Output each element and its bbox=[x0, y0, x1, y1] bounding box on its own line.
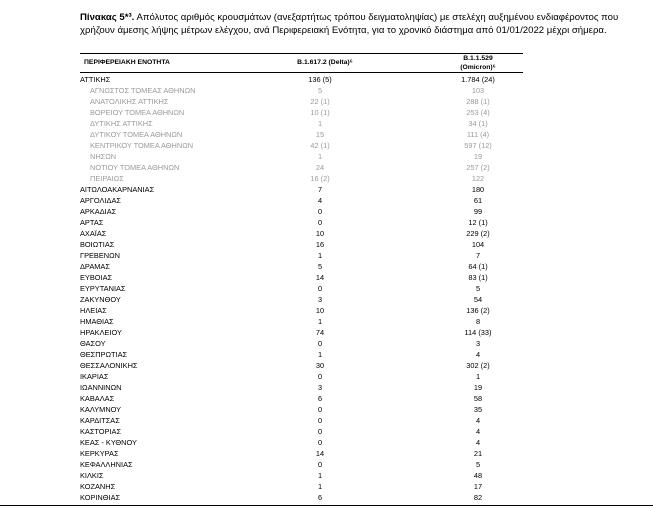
omicron-count-cell: 19 bbox=[473, 383, 483, 392]
table-row bbox=[80, 459, 523, 470]
delta-count-cell: 30 bbox=[315, 361, 325, 370]
region-name-cell: ΚΟΡΙΝΘΙΑΣ bbox=[80, 493, 121, 502]
delta-count-cell: 5 bbox=[317, 262, 323, 271]
region-name-cell: ΙΚΑΡΙΑΣ bbox=[80, 372, 109, 381]
delta-count-cell: 14 bbox=[315, 273, 325, 282]
delta-count-cell: 10 bbox=[315, 306, 325, 315]
region-name-cell: ΓΡΕΒΕΝΩΝ bbox=[80, 251, 120, 260]
region-name-cell: ΝΟΤΙΟΥ ΤΟΜΕΑ ΑΘΗΝΩΝ bbox=[90, 163, 180, 172]
table-row bbox=[80, 272, 523, 283]
delta-count-cell: 3 bbox=[317, 295, 323, 304]
table-row bbox=[80, 261, 523, 272]
table-row bbox=[80, 74, 523, 85]
header-region: ΠΕΡΙΦΕΡΕΙΑΚΗ ΕΝΟΤΗΤΑ bbox=[84, 59, 170, 66]
table-subrow bbox=[80, 107, 523, 118]
table-row bbox=[80, 206, 523, 217]
delta-count-cell: 6 bbox=[317, 493, 323, 502]
region-name-cell: ΠΕΙΡΑΙΩΣ bbox=[90, 174, 124, 183]
omicron-count-cell: 257 (2) bbox=[466, 163, 490, 172]
delta-count-cell: 136 (5) bbox=[308, 75, 332, 84]
omicron-count-cell: 111 (4) bbox=[466, 130, 490, 139]
region-name-cell: ΑΤΤΙΚΗΣ bbox=[80, 75, 111, 84]
region-name-cell: ΑΧΑΪΑΣ bbox=[80, 229, 107, 238]
omicron-count-cell: 61 bbox=[473, 196, 483, 205]
table-row bbox=[80, 294, 523, 305]
delta-count-cell: 22 (1) bbox=[310, 97, 330, 106]
table-row bbox=[80, 415, 523, 426]
region-name-cell: ΑΡΤΑΣ bbox=[80, 218, 104, 227]
omicron-count-cell: 17 bbox=[473, 482, 483, 491]
delta-count-cell: 5 bbox=[317, 86, 323, 95]
caption-text: Απόλυτος αριθμός κρουσμάτων (ανεξαρτήτως τρόπου δειγματοληψίας) με στελέχη αυξημένου ενδιαφέροντος που χρήζουν άμεσης λήψης μέτρων ελέγχου, ανά Περιφερειακή Ενότητα, για το χρονικό διάστημα από 01/01/2022 μέχρι σήμερα. bbox=[80, 12, 619, 36]
omicron-count-cell: 1.784 (24) bbox=[461, 75, 495, 84]
table-row bbox=[80, 404, 523, 415]
region-name-cell: ΚΑΛΥΜΝΟΥ bbox=[80, 405, 122, 414]
table-subrow bbox=[80, 85, 523, 96]
region-name-cell: ΑΝΑΤΟΛΙΚΗΣ ΑΤΤΙΚΗΣ bbox=[90, 97, 169, 106]
delta-count-cell: 0 bbox=[317, 405, 323, 414]
omicron-count-cell: 136 (2) bbox=[466, 306, 490, 315]
omicron-count-cell: 597 (12) bbox=[464, 141, 492, 150]
omicron-count-cell: 3 bbox=[475, 339, 481, 348]
omicron-count-cell: 7 bbox=[475, 251, 481, 260]
cases-table bbox=[80, 53, 523, 503]
delta-count-cell: 16 (2) bbox=[310, 174, 330, 183]
region-name-cell: ΕΥΡΥΤΑΝΙΑΣ bbox=[80, 284, 126, 293]
table-row bbox=[80, 316, 523, 327]
delta-count-cell: 6 bbox=[317, 394, 323, 403]
table-row bbox=[80, 393, 523, 404]
table-row bbox=[80, 228, 523, 239]
region-name-cell: ΚΕΝΤΡΙΚΟΥ ΤΟΜΕΑ ΑΘΗΝΩΝ bbox=[90, 141, 194, 150]
omicron-count-cell: 103 bbox=[471, 86, 485, 95]
omicron-count-cell: 19 bbox=[473, 152, 483, 161]
table-row bbox=[80, 492, 523, 503]
table-row bbox=[80, 250, 523, 261]
delta-count-cell: 0 bbox=[317, 438, 323, 447]
region-name-cell: ΚΑΣΤΟΡΙΑΣ bbox=[80, 427, 122, 436]
delta-count-cell: 4 bbox=[317, 196, 323, 205]
region-name-cell: ΗΡΑΚΛΕΙΟΥ bbox=[80, 328, 122, 337]
table-body bbox=[80, 74, 523, 503]
delta-count-cell: 0 bbox=[317, 427, 323, 436]
table-row bbox=[80, 371, 523, 382]
region-name-cell: ΑΓΝΩΣΤΟΣ ΤΟΜΕΑΣ ΑΘΗΝΩΝ bbox=[90, 86, 196, 95]
region-name-cell: ΖΑΚΥΝΘΟΥ bbox=[80, 295, 121, 304]
region-name-cell: ΚΑΡΔΙΤΣΑΣ bbox=[80, 416, 120, 425]
delta-count-cell: 14 bbox=[315, 449, 325, 458]
delta-count-cell: 0 bbox=[317, 460, 323, 469]
omicron-count-cell: 122 bbox=[471, 174, 485, 183]
table-row bbox=[80, 382, 523, 393]
header-omicron-line2: (Omicron)⁶ bbox=[460, 64, 496, 71]
omicron-count-cell: 4 bbox=[475, 350, 481, 359]
table-row bbox=[80, 239, 523, 250]
omicron-count-cell: 5 bbox=[475, 284, 481, 293]
table-header bbox=[80, 53, 523, 73]
omicron-count-cell: 4 bbox=[475, 438, 481, 447]
table-row bbox=[80, 184, 523, 195]
delta-count-cell: 0 bbox=[317, 207, 323, 216]
omicron-count-cell: 1 bbox=[475, 372, 481, 381]
table-subrow bbox=[80, 173, 523, 184]
region-name-cell: ΑΡΚΑΔΙΑΣ bbox=[80, 207, 117, 216]
omicron-count-cell: 64 (1) bbox=[468, 262, 488, 271]
region-name-cell: ΒΟΙΩΤΙΑΣ bbox=[80, 240, 115, 249]
omicron-count-cell: 4 bbox=[475, 427, 481, 436]
region-name-cell: ΑΡΓΟΛΙΔΑΣ bbox=[80, 196, 121, 205]
table-row bbox=[80, 283, 523, 294]
table-row bbox=[80, 426, 523, 437]
delta-count-cell: 1 bbox=[317, 119, 323, 128]
table-row bbox=[80, 481, 523, 492]
delta-count-cell: 0 bbox=[317, 339, 323, 348]
region-name-cell: ΚΟΖΑΝΗΣ bbox=[80, 482, 116, 491]
table-row bbox=[80, 217, 523, 228]
delta-count-cell: 1 bbox=[317, 152, 323, 161]
region-name-cell: ΚΕΦΑΛΛΗΝΙΑΣ bbox=[80, 460, 133, 469]
region-name-cell: ΗΛΕΙΑΣ bbox=[80, 306, 107, 315]
delta-count-cell: 10 bbox=[315, 229, 325, 238]
table-subrow bbox=[80, 96, 523, 107]
table-row bbox=[80, 305, 523, 316]
delta-count-cell: 24 bbox=[315, 163, 325, 172]
table-row bbox=[80, 360, 523, 371]
header-omicron-line1: B.1.1.529 bbox=[463, 55, 493, 62]
delta-count-cell: 10 (1) bbox=[310, 108, 330, 117]
omicron-count-cell: 21 bbox=[473, 449, 483, 458]
table-row bbox=[80, 195, 523, 206]
delta-count-cell: 1 bbox=[317, 317, 323, 326]
omicron-count-cell: 82 bbox=[473, 493, 483, 502]
delta-count-cell: 0 bbox=[317, 416, 323, 425]
page-bottom-rule bbox=[0, 505, 653, 506]
omicron-count-cell: 253 (4) bbox=[466, 108, 490, 117]
delta-count-cell: 3 bbox=[317, 383, 323, 392]
delta-count-cell: 15 bbox=[315, 130, 325, 139]
delta-count-cell: 0 bbox=[317, 284, 323, 293]
region-name-cell: ΔΥΤΙΚΟΥ ΤΟΜΕΑ ΑΘΗΝΩΝ bbox=[90, 130, 183, 139]
header-delta: B.1.617.2 (Delta)⁶ bbox=[297, 59, 353, 66]
table-subrow bbox=[80, 118, 523, 129]
omicron-count-cell: 5 bbox=[475, 460, 481, 469]
table-subrow bbox=[80, 151, 523, 162]
table-subrow bbox=[80, 162, 523, 173]
region-name-cell: ΙΩΑΝΝΙΝΩΝ bbox=[80, 383, 122, 392]
delta-count-cell: 16 bbox=[315, 240, 325, 249]
region-name-cell: ΒΟΡΕΙΟΥ ΤΟΜΕΑ ΑΘΗΝΩΝ bbox=[90, 108, 185, 117]
delta-count-cell: 1 bbox=[317, 471, 323, 480]
region-name-cell: ΘΕΣΣΑΛΟΝΙΚΗΣ bbox=[80, 361, 138, 370]
region-name-cell: ΚΕΑΣ - ΚΥΘΝΟΥ bbox=[80, 438, 137, 447]
region-name-cell: ΚΕΡΚΥΡΑΣ bbox=[80, 449, 119, 458]
region-name-cell: ΔΡΑΜΑΣ bbox=[80, 262, 110, 271]
region-name-cell: ΑΙΤΩΛΟΑΚΑΡΝΑΝΙΑΣ bbox=[80, 185, 155, 194]
region-name-cell: ΗΜΑΘΙΑΣ bbox=[80, 317, 114, 326]
delta-count-cell: 1 bbox=[317, 350, 323, 359]
region-name-cell: ΕΥΒΟΙΑΣ bbox=[80, 273, 113, 282]
table-subrow bbox=[80, 129, 523, 140]
region-name-cell: ΚΙΛΚΙΣ bbox=[80, 471, 104, 480]
region-name-cell: ΔΥΤΙΚΗΣ ΑΤΤΙΚΗΣ bbox=[90, 119, 153, 128]
omicron-count-cell: 54 bbox=[473, 295, 483, 304]
delta-count-cell: 42 (1) bbox=[310, 141, 330, 150]
region-name-cell: ΘΕΣΠΡΩΤΙΑΣ bbox=[80, 350, 128, 359]
omicron-count-cell: 104 bbox=[471, 240, 485, 249]
table-row bbox=[80, 448, 523, 459]
region-name-cell: ΝΗΣΩΝ bbox=[90, 152, 117, 161]
table-subrow bbox=[80, 140, 523, 151]
delta-count-cell: 1 bbox=[317, 251, 323, 260]
table-row bbox=[80, 349, 523, 360]
omicron-count-cell: 180 bbox=[471, 185, 485, 194]
delta-count-cell: 74 bbox=[315, 328, 325, 337]
caption-label: Πίνακας 5*³. bbox=[80, 12, 135, 23]
omicron-count-cell: 34 (1) bbox=[468, 119, 488, 128]
delta-count-cell: 0 bbox=[317, 218, 323, 227]
omicron-count-cell: 288 (1) bbox=[466, 97, 490, 106]
omicron-count-cell: 4 bbox=[475, 416, 481, 425]
omicron-count-cell: 83 (1) bbox=[468, 273, 488, 282]
omicron-count-cell: 35 bbox=[473, 405, 483, 414]
omicron-count-cell: 8 bbox=[475, 317, 481, 326]
region-name-cell: ΚΑΒΑΛΑΣ bbox=[80, 394, 115, 403]
delta-count-cell: 0 bbox=[317, 372, 323, 381]
region-name-cell: ΘΑΣΟΥ bbox=[80, 339, 106, 348]
header-omicron bbox=[438, 54, 518, 72]
omicron-count-cell: 302 (2) bbox=[466, 361, 490, 370]
omicron-count-cell: 58 bbox=[473, 394, 483, 403]
omicron-count-cell: 99 bbox=[473, 207, 483, 216]
omicron-count-cell: 48 bbox=[473, 471, 483, 480]
table-row bbox=[80, 470, 523, 481]
delta-count-cell: 1 bbox=[317, 482, 323, 491]
delta-count-cell: 7 bbox=[317, 185, 323, 194]
table-row bbox=[80, 338, 523, 349]
omicron-count-cell: 12 (1) bbox=[468, 218, 488, 227]
omicron-count-cell: 229 (2) bbox=[466, 229, 490, 238]
table-caption bbox=[80, 11, 640, 37]
omicron-count-cell: 114 (33) bbox=[464, 328, 492, 337]
table-row bbox=[80, 437, 523, 448]
table-row bbox=[80, 327, 523, 338]
